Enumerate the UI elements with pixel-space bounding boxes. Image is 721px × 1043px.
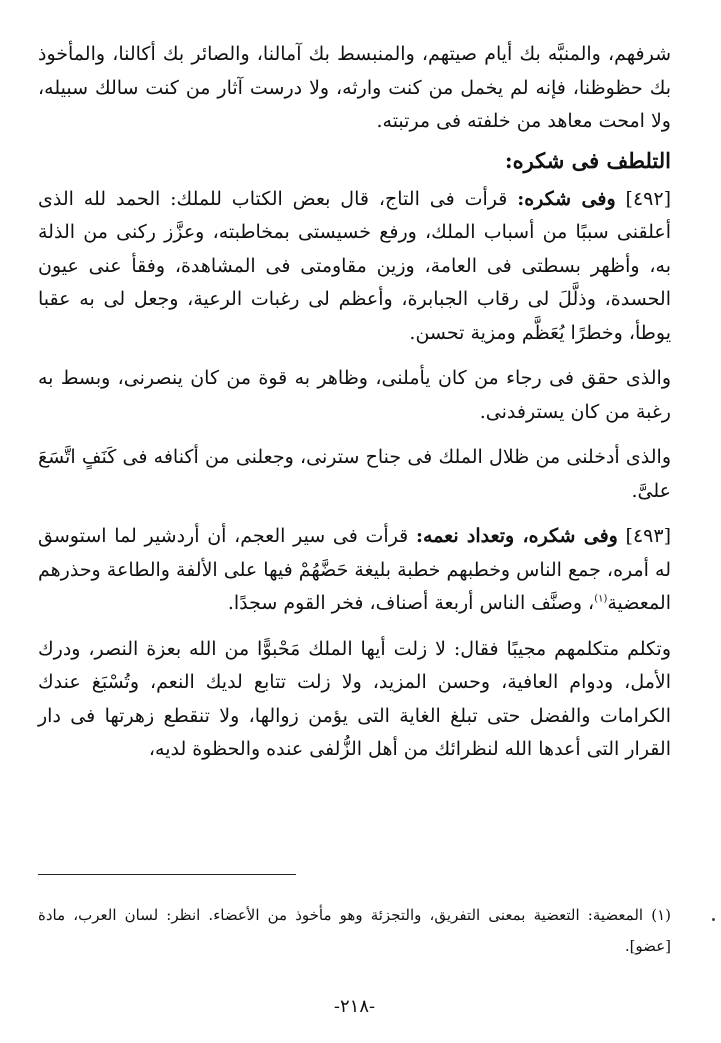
page-number: -٢١٨-	[333, 996, 376, 1017]
entry-492-number: [٤٩٢]	[625, 187, 672, 210]
entry-493-lead: وفى شكره، وتعداد نعمه:	[415, 525, 618, 547]
intro-paragraph: شرفهم، والمنبَّه بك أيام صيتهم، والمنبسط بك آمالنا، والصائر بك أكالنا، والمأخوذ بك حظوظنا، فإنه لم يخمل من كنت وارثه، ولا درست آثار من كنت سالك سبيله، ولا امحت معاهد من خلفته فى مرتبته.	[38, 43, 671, 132]
entry-492-lead: وفى شكره:	[517, 187, 616, 210]
entry-493-text-a: قرأت فى سير العجم، أن أردشير لما استوسق له أمره، جمع الناس وخطبهم خطبة بليغة حَضَّهُمْ فيها على الألفة والطاعة وحذرهم المعضية	[38, 525, 671, 614]
paragraph-2: والذى حقق فى رجاء من كان يأملنى، وظاهر به قوة من كان ينصرنى، وبسط به رغبة من كان يسترفدنى.	[38, 367, 671, 423]
book-page	[38, 38, 671, 1018]
paragraph-5: وتكلم متكلمهم مجيبًا فقال: لا زلت أيها الملك مَحْبوًّا من الله بعزة النصر، ودرك الأمل، ودوام العافية، وحسن المزيد، ولا زلت تتابع لديك النعم، وتُسْبَغ عندك الكرامات والفضل حتى تبلغ الغاية التى يؤمن زوالها، ولا تنقطع زهرتها فى دار القرار التى أعدها الله لنظرائك من أهل الزُّلفى عنده والحظوة لديه،	[38, 637, 671, 760]
entry-492-text: قرأت فى التاج، قال بعض الكتاب للملك: الحمد لله الذى أعلقنى سببًا من أسباب الملك، ورفع خسيستى بمخاطبته، وعزَّز ركنى من الذلة به، وأظهر بسطتى فى العامة، وزين مقاومتى فى المشاهدة، وفقأ عنى عيون الحسدة، وذلَّلَ لى رقاب الجبابرة، وأعظم لى رغبات الرعية، وجعل لى به عقبا يوطأ، وخطرًا يُعَظَّم ومزية تحسن.	[38, 187, 671, 344]
footnote: (١) المعضية: التعضية بمعنى التفريق، والتجزئة وهو مأخوذ من الأعضاء. انظر: لسان العرب، مادة [عضو].	[38, 906, 671, 955]
paragraph-3: والذى أدخلنى من ظلال الملك فى جناح سترنى، وجعلنى من أكنافه فى كَنَفٍ اتَّسَعَ علىَّ.	[38, 446, 671, 502]
entry-493-number: [٤٩٣]	[625, 525, 671, 547]
entry-493-paragraph	[38, 520, 671, 621]
entry-492-paragraph	[38, 183, 671, 351]
footnote-marker: (١)	[594, 593, 608, 605]
footnote-divider	[38, 874, 296, 875]
entry-493-text-b: ، وصنَّف الناس أربعة أصناف، فخر القوم سجدًا.	[227, 592, 595, 614]
section-heading: التلطف فى شكره:	[504, 147, 671, 173]
scan-speck	[712, 918, 715, 921]
